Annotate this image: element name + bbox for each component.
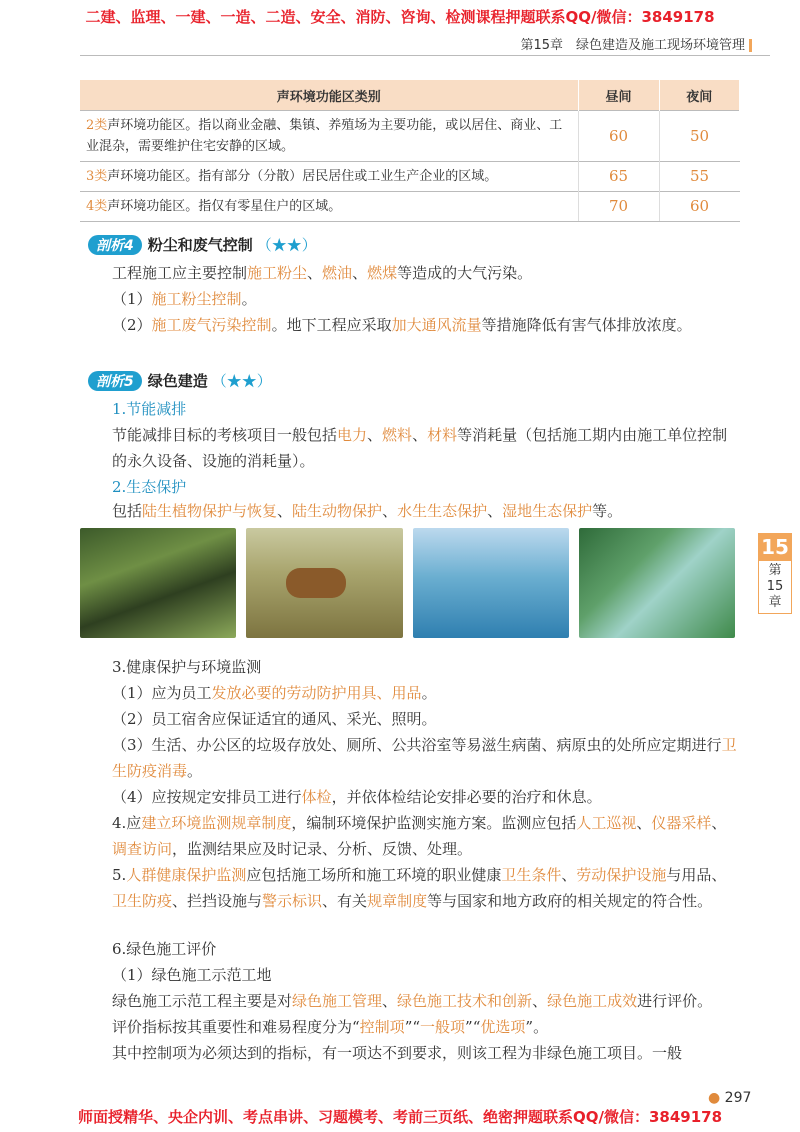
noise-zone-table [80,80,740,222]
running-head-text: 第15章 绿色建造及施工现场环境管理 [520,38,745,53]
text: 、 [561,866,577,884]
chapter-tab-label [758,561,792,614]
text: 、 [367,426,383,444]
table-cell-night: 55 [659,162,740,192]
keyword: 水生生态保护 [397,502,488,520]
table-header-row [80,80,740,111]
table-row [80,162,740,192]
text: 、有关 [322,892,368,910]
keyword: 劳动保护设施 [576,866,667,884]
zone-desc: 声环境功能区。指以商业金融、集镇、养殖场为主要功能，或以居住、商业、工业混杂，需要维护住宅安静的区域。 [86,118,563,154]
chapter-tab-label-line: 章 [768,595,782,610]
zone-desc: 声环境功能区。指有部分（分散）居民居住或工业生产企业的区域。 [107,169,498,184]
text: 与用品、 [666,866,727,884]
table-row [80,111,740,162]
keyword: 陆生植物保护与恢复 [142,502,278,520]
table-cell-desc [80,162,578,192]
zone-tag: 3类 [86,169,108,184]
subheading-evaluation: 6.绿色施工评价 [112,940,217,958]
zone-tag: 4类 [86,199,108,214]
text: 节能减排目标的考核项目一般包括 [112,426,338,444]
text: 、 [487,502,503,520]
keyword: 建立环境监测规章制度 [141,814,292,832]
text: ，监测结果应及时记录、分析、反馈、处理。 [172,840,473,858]
ecology-photo-strip [80,528,735,638]
running-head-bar [749,39,752,52]
text: 、 [277,502,293,520]
star-rating: （★★） [211,372,272,390]
text: 工程施工应主要控制 [112,264,248,282]
section-heading-5 [88,370,272,391]
keyword: 调查访问 [112,840,173,858]
keyword: 发放必要的劳动防护用具、用品 [211,684,422,702]
paragraph: （1）绿色施工示范工地 [112,966,272,984]
text: 、 [382,502,398,520]
table-cell-night: 50 [659,111,740,162]
keyword: 施工废气污染控制 [151,316,272,334]
text: 、 [412,426,428,444]
text: 。 [241,290,257,308]
star-rating: （★★） [256,236,317,254]
table-cell-day: 70 [578,192,659,222]
keyword: 陆生动物保护 [292,502,383,520]
chapter-tab-label-line: 第 [768,563,782,578]
paragraph [112,312,740,338]
section-pill: 剖析4 [88,235,142,255]
keyword: 施工粉尘 [247,264,308,282]
keyword: 仪器采样 [651,814,712,832]
table-cell-night: 60 [659,192,740,222]
zone-desc: 声环境功能区。指仅有零星住户的区域。 [107,199,342,214]
keyword: 一般项 [420,1018,466,1036]
text: ”“ [465,1018,481,1036]
keyword: 燃油 [322,264,353,282]
text: 包括 [112,502,143,520]
wetland-photo [579,528,735,638]
keyword: 湿地生态保护 [502,502,593,520]
keyword: 施工粉尘控制 [151,290,242,308]
text: （4）应按规定安排员工进行 [112,788,302,806]
location-pin-icon: ● [708,1090,721,1106]
section-heading-4 [88,234,317,255]
keyword: 优选项 [480,1018,526,1036]
header-rule [80,55,770,56]
table-header-category: 声环境功能区类别 [80,80,578,111]
table-cell-desc [80,192,578,222]
keyword: 体检 [301,788,332,806]
table-row [80,192,740,222]
paragraph [112,680,740,706]
text: 、 [352,264,368,282]
waterbirds-photo [413,528,569,638]
text: 、拦挡设施与 [172,892,263,910]
text: 、 [382,992,398,1010]
paragraph [112,732,740,784]
keyword: 燃煤 [367,264,398,282]
paragraph [112,810,740,862]
keyword: 电力 [337,426,368,444]
keyword: 规章制度 [367,892,428,910]
text: 进行评价。 [637,992,713,1010]
keyword: 绿色施工技术和创新 [397,992,533,1010]
text: 。 [421,684,437,702]
table-cell-day: 60 [578,111,659,162]
subheading-energy: 1.节能减排 [112,400,187,418]
page-number [708,1090,751,1106]
text: （1） [112,290,152,308]
text: ，并依体检结论安排必要的治疗和休息。 [331,788,602,806]
table-header-day: 昼间 [578,80,659,111]
text: ”。 [525,1018,549,1036]
keyword: 燃料 [382,426,413,444]
text: 4.应 [112,814,142,832]
promo-banner-bottom: 师面授精华、央企内训、考点串讲、习题模考、考前三页纸、绝密押题联系QQ/微信：3849178 [77,1108,723,1126]
paragraph [112,1014,740,1040]
section-title: 粉尘和废气控制 [147,236,253,254]
keyword: 人群健康保护监测 [126,866,247,884]
chapter-tab-label-line: 15 [766,579,784,594]
text: 、 [532,992,548,1010]
text: 等造成的大气污染。 [397,264,533,282]
text: 5. [112,866,127,884]
text: 、 [307,264,323,282]
chapter-tab [758,533,792,614]
text: （2） [112,316,152,334]
keyword: 人工巡视 [576,814,637,832]
keyword: 控制项 [359,1018,405,1036]
keyword: 卫生防疫消毒 [112,736,737,780]
text: （3）生活、办公区的垃圾存放处、厕所、公共浴室等易滋生病菌、病原虫的处所应定期进行 [112,736,722,754]
keyword: 警示标识 [262,892,323,910]
page-number-text: 297 [724,1090,752,1106]
paragraph [112,260,740,286]
keyword: 卫生条件 [501,866,562,884]
promo-banner-top: 二建、监理、一建、一造、二造、安全、消防、咨询、检测课程押题联系QQ/微信：3849178 [85,8,715,26]
keyword: 加大通风流量 [391,316,482,334]
keyword: 材料 [427,426,458,444]
text: 评价指标按其重要性和难易程度分为“ [112,1018,360,1036]
text: 应包括施工场所和施工环境的职业健康 [246,866,502,884]
text: 、 [636,814,652,832]
text: 等与国家和地方政府的相关规定的符合性。 [427,892,713,910]
table-header-night: 夜间 [659,80,740,111]
text: ”“ [404,1018,421,1036]
chapter-tab-number: 15 [758,533,792,561]
text: 。 [187,762,203,780]
zone-tag: 2类 [86,118,108,133]
paragraph [112,286,740,312]
keyword: 卫生防疫 [112,892,173,910]
subheading-health: 3.健康保护与环境监测 [112,658,262,676]
paragraph: 其中控制项为必须达到的指标，有一项达不到要求，则该工程为非绿色施工项目。一般 [112,1044,683,1062]
text: 等措施降低有害气体排放浓度。 [481,316,692,334]
paragraph [112,498,740,524]
keyword: 绿色施工管理 [292,992,383,1010]
paragraph [112,422,740,474]
paragraph [112,862,740,914]
text: ，编制环境保护监测实施方案。监测应包括 [291,814,577,832]
text: （1）应为员工 [112,684,212,702]
text: 绿色施工示范工程主要是对 [112,992,293,1010]
section-title: 绿色建造 [147,372,208,390]
running-head [520,34,752,53]
text: 、 [711,814,727,832]
paragraph: （2）员工宿舍应保证适宜的通风、采光、照明。 [112,710,437,728]
subheading-ecology: 2.生态保护 [112,478,187,496]
forest-photo [80,528,236,638]
text: 等消耗量（包括施工期内由施工单位控制的永久设备、设施的消耗量）。 [112,426,728,470]
paragraph [112,988,740,1014]
section-pill: 剖析5 [88,371,142,391]
table-cell-desc [80,111,578,162]
text: 。地下工程应采取 [271,316,392,334]
antelope-photo [246,528,402,638]
paragraph [112,784,740,810]
table-cell-day: 65 [578,162,659,192]
keyword: 绿色施工成效 [547,992,638,1010]
text: 等。 [592,502,623,520]
